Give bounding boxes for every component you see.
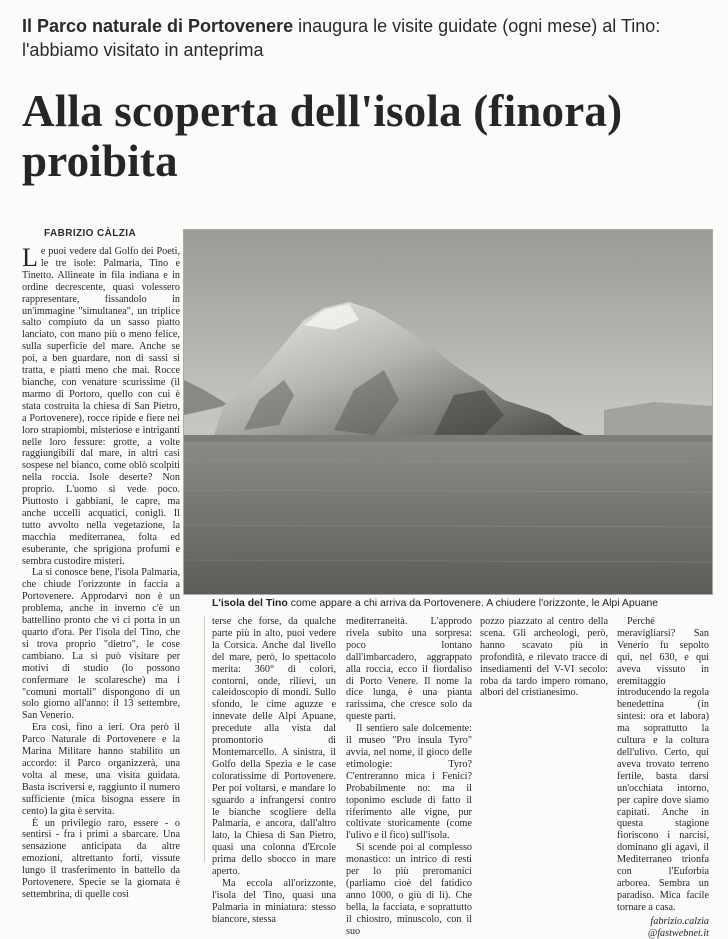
byline: FABRIZIO CÀLZIA: [44, 228, 137, 239]
paragraph: [22, 243, 180, 567]
paragraph: pozzo piazzato al centro della scena. Gli archeologi, però, hanno scavato più in profondità, e rilevato tracce di insediamenti del V-VI secolo: roba da tardo impero romano, albori del cristianesimo.: [480, 616, 608, 699]
paragraph: È un privilegio raro, essere - o sentirsi - fra i primi a sbarcare. Una sensazione anticipata da altre emozioni, altrettanto forti, vissute lungo il trasferimento in battello da Portovenere. Specie se la giornata è settembrina, di quelle così: [22, 817, 180, 900]
kicker-bold: Il Parco naturale di Portovenere: [22, 16, 294, 36]
column-divider: [204, 616, 205, 862]
kicker-rest: inaugura le visite guidate (ogni mese) al Tino:: [293, 16, 661, 36]
paragraph: Il sentiero sale dolcemente: il museo "Pro insula Tyro" avvia, nel nome, il gioco delle etimologie: Tyro? C'entreranno mica i Fenici? Probabilmente no: ma il toponimo esclude di fatto il riferimento alle vigne, pur coltivate storicamente (come l'ulivo e il fico) sull'isola.: [346, 723, 472, 842]
headline-line1: Alla scoperta dell'isola (finora): [22, 86, 623, 136]
article-column-1: [22, 243, 180, 900]
photo-isola-del-tino: [183, 229, 713, 595]
paragraph: Perché meravigliarsi? San Venerio fu sepolto qui, nel 630, e qui aveva vissuto in eremitaggio introducendo la regola benedettina (in sintesi: ora et labora) ma soprattutto la cultura e la coltura dell'ulivo. Certo, qui aveva trovato terreno fertile, basta darsi un'occhiata intorno, per capire dove siamo capitati. Anche in questa stagione fioriscono i narcisi, dominano gli agavi, il Mediterraneo trionfa con l'Euforbia arborea. Sembra un paradiso. Mica facile tornare a casa.: [617, 616, 709, 913]
paragraph-text: e puoi vedere dal Golfo dei Poeti, le tre isole: Palmaria, Tino e Tinetto. Allineate in fila indiana e in ordine decrescente, quasi volessero rappresentare, fissandolo in un'immagine "simultanea", un triplice salto compiuto da un sasso piatto lanciato, con mano più o meno felice, sulla superficie del mare. Anche se poi, a ben guardare, non di sassi si tratta, e piatti meno che mai. Rocce bianche, con venature scurissime (il marmo di Portoro, quello con cui è stata costruita la chiesa di San Pietro, a Portovenere), rocce ripide e fiere nei loro strapiombi, misteriose e intriganti nelle loro fessure: grotte, a volte raggiungibili dal mare, in altri casi sospese nel bianco, come oblò scolpiti nella roccia. Isole deserte? Non proprio. L'uomo si vede poco. Piuttosto i gabbiani, le capre, ma anche uccelli acquatici, conigli. Il tutto avvolto nella vegetazione, la macchia mediterranea, folta ed esuberante, che sprigiona profumi e sembra custodire misteri.: [22, 246, 180, 567]
paragraph: terse che forse, da qualche parte più in alto, puoi vedere la Corsica. Anche dal livello del mare, però, lo spettacolo merita: 360° di colori, contorni, onde, rilievi, un caleidoscopio di mondi. Sullo sfondo, le cime aguzze e innevate delle Alpi Apuane, precedute alla vista dal promontorio di Montemarcello. A sinistra, il Golfo della Spezia e le case coloratissime di Portovenere. Per poi voltarsi, e mandare lo sguardo a infrangersi contro le bianche scogliere della Palmaria, e ancora, dall'altro lato, la Chiesa di San Pietro, quasi una colonna d'Ercole prima dello sbocco in mare aperto.: [212, 616, 336, 878]
paragraph: La si conosce bene, l'isola Palmaria, che chiude l'orizzonte in faccia a Portovenere. Approdarvi non è un problema, anche in inverno c'è un battellino pronto che vi ci porta in un quarto d'ora. Per l'isola del Tino, che si trova proprio "dietro", le cose cambiano. La si può visitare per motivi di studio (lo possono confermare le scolaresche) ma i "comuni mortali" dispongono di un solo giorno all'anno: il 13 settembre, San Venerio.: [22, 567, 180, 722]
kicker-line2: l'abbiamo visitato in anteprima: [22, 40, 264, 60]
caption-rest: come appare a chi arriva da Portovenere. A chiudere l'orizzonte, le Alpi Apuane: [287, 597, 659, 609]
article-column-3: [346, 616, 472, 937]
article-column-4: [480, 616, 608, 862]
article-column-2: [212, 616, 336, 925]
paragraph: mediterraneità. L'approdo rivela subito una sorpresa: poco lontano dall'imbarcadero, aggrappato alla roccia, ecco il fiordaliso di Porto Venere. Il nome la dice lunga, è una pianta rarissima, che cresce solo da queste parti.: [346, 616, 472, 723]
article-column-5: [617, 616, 709, 939]
paragraph: Si scende poi al complesso monastico: un intrico di resti per lo più preromanici (parliamo cioè del fatidico anno 1000, o giù di lì). Che bella, la facciata, e soprattutto il chiostro, minuscolo, con il suo: [346, 842, 472, 937]
kicker: [22, 14, 712, 62]
headline-line2: proibita: [22, 136, 178, 186]
photo-caption: [212, 597, 712, 609]
caption-bold: L'isola del Tino: [212, 597, 288, 609]
author-email: fabrizio.calzia @fastwebnet.it: [647, 915, 709, 939]
paragraph: Ma eccola all'orizzonte, l'isola del Tino, quasi una Palmaria in miniatura: stesso biancore, stessa: [212, 877, 336, 925]
headline: [22, 86, 722, 186]
photo-illustration: [184, 230, 712, 594]
paragraph: Era così, fino a ieri. Ora però il Parco Naturale di Portovenere e la Marina Militare hanno stabilito un accordo: il Parco organizzerà, una volta al mese, una visita guidata. Basta iscriversi e, raggiunto il numero sufficiente (mica bisogna essere in cento) la gita è servita.: [22, 722, 180, 817]
dropcap: L: [22, 243, 38, 272]
